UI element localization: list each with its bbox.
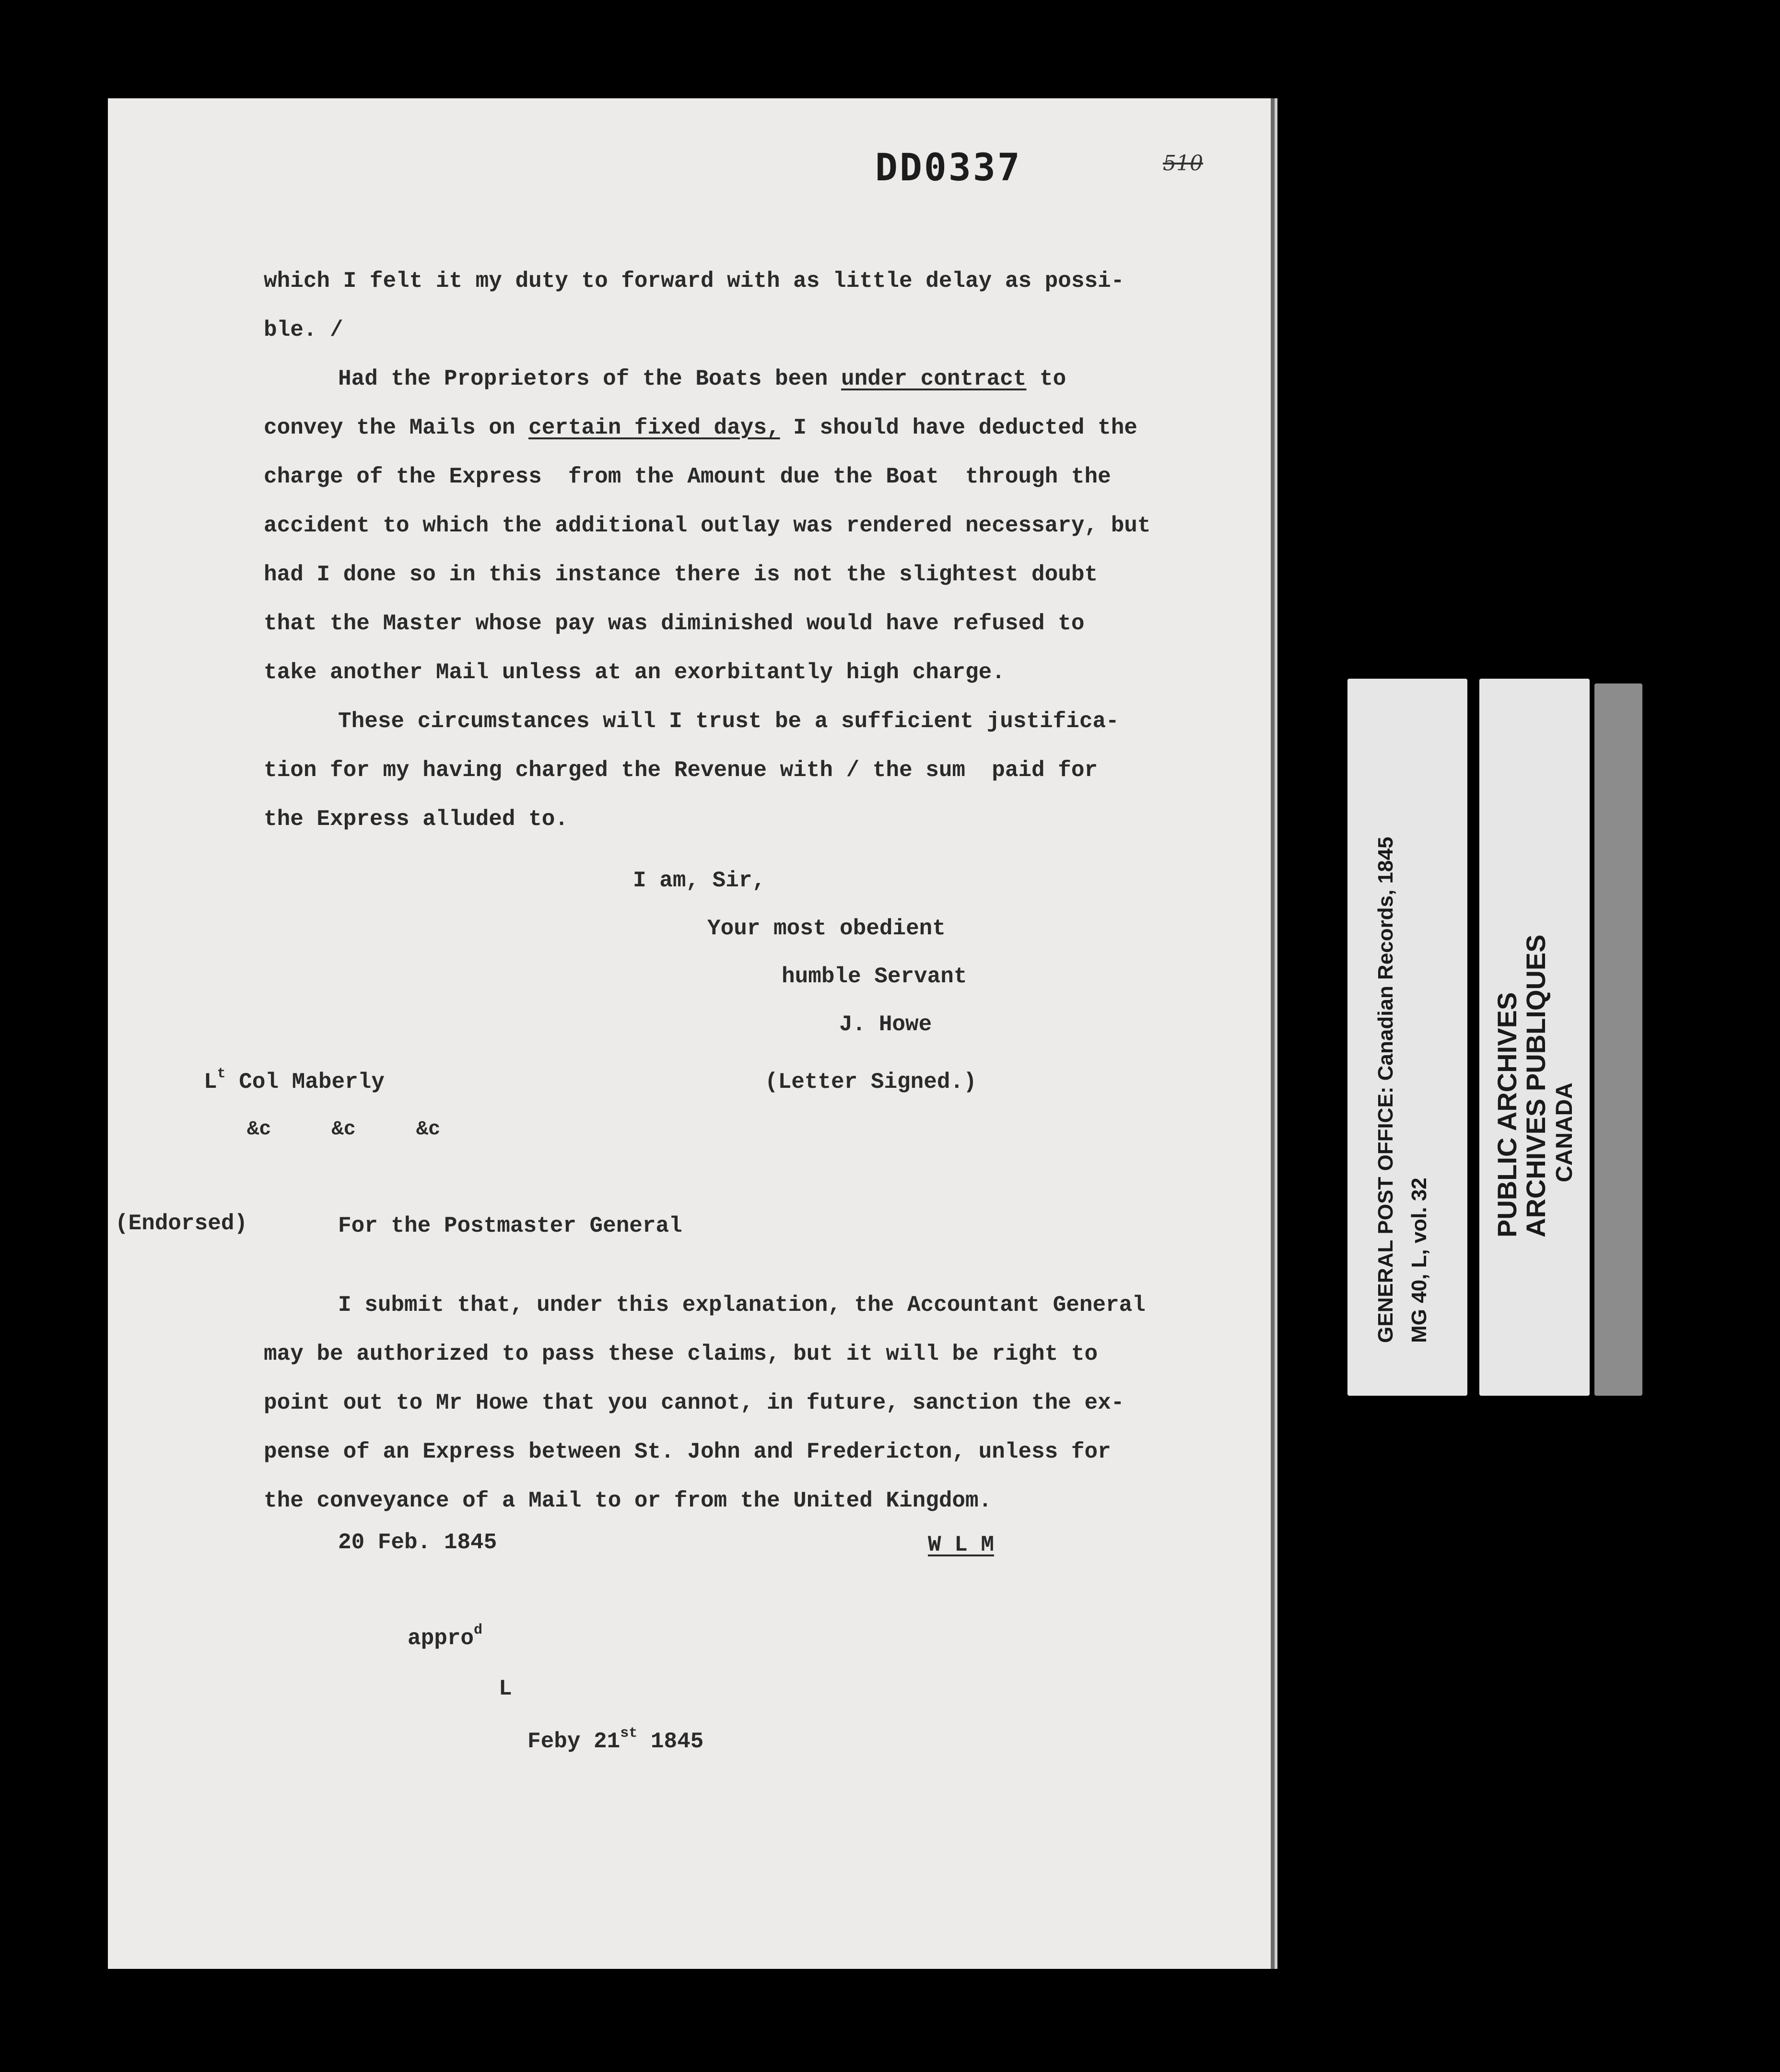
approval-date-year: 1845 xyxy=(637,1729,704,1754)
source-line: MG 40, L, vol. 32 xyxy=(1407,1177,1431,1343)
text-run: to xyxy=(1026,366,1066,391)
document-number: DD0337 xyxy=(875,146,1022,189)
approval-date-sup: st xyxy=(620,1725,638,1742)
approval-word xyxy=(408,1622,483,1651)
endorsement-initials: W L M xyxy=(928,1532,995,1557)
text-run: I should have deducted the xyxy=(780,415,1137,440)
approval-date xyxy=(527,1725,704,1754)
margin-note: 510 xyxy=(1163,151,1203,176)
endorsed-label: (Endorsed) xyxy=(115,1211,248,1236)
source-label xyxy=(1347,679,1467,1396)
source-line: GENERAL POST OFFICE: Canadian Records, 1845 xyxy=(1374,836,1397,1343)
approval-date-text: Feby 21 xyxy=(527,1729,621,1754)
text-run: Had the Proprietors of the Boats been xyxy=(338,366,841,391)
letter-line: tion for my having charged the Revenue with / the sum paid for xyxy=(264,758,1098,783)
archive-line: CANADA xyxy=(1552,1083,1577,1182)
text-run: convey the Mails on xyxy=(264,415,529,440)
letter-line: accident to which the additional outlay was rendered necessary, but xyxy=(264,513,1151,538)
endorsed-to: For the Postmaster General xyxy=(338,1213,682,1238)
letter-line: had I done so in this instance there is not the slightest doubt xyxy=(264,562,1098,587)
document-page xyxy=(108,98,1271,1969)
letter-line: the Express alluded to. xyxy=(264,807,568,832)
closing-line: Your most obedient xyxy=(707,916,946,941)
endorsement-line: point out to Mr Howe that you cannot, in future, sanction the ex- xyxy=(264,1390,1124,1415)
letter-line: take another Mail unless at an exorbitantly high charge. xyxy=(264,660,1005,685)
underlined-text: certain fixed days, xyxy=(528,415,780,440)
addressee-prefix: L xyxy=(204,1070,217,1095)
letter-line xyxy=(264,403,1223,452)
closing-line: humble Servant xyxy=(782,964,967,989)
underlined-text: under contract xyxy=(841,366,1027,391)
archives-label xyxy=(1479,679,1590,1396)
letter-line xyxy=(264,354,1223,403)
endorsement-line: pense of an Express between St. John and Fredericton, unless for xyxy=(264,1439,1111,1464)
approval-initial: L xyxy=(499,1676,512,1701)
approval-sup: d xyxy=(474,1622,483,1638)
endorsement-line: the conveyance of a Mail to or from the United Kingdom. xyxy=(264,1488,992,1513)
addressee-name: Col Maberly xyxy=(225,1070,385,1095)
letter-line: These circumstances will I trust be a sufficient justifica- xyxy=(338,709,1119,734)
closing-salutation: I am, Sir, xyxy=(633,868,766,893)
letter-body xyxy=(264,257,1223,844)
archive-line: ARCHIVES PUBLIQUES xyxy=(1521,934,1551,1237)
endorsement-line: may be authorized to pass these claims, but it will be right to xyxy=(264,1342,1098,1366)
addressee xyxy=(204,1066,385,1095)
letter-signed-note: (Letter Signed.) xyxy=(765,1070,977,1095)
addressee-sup: t xyxy=(217,1066,226,1082)
signature: J. Howe xyxy=(839,1012,932,1037)
endorsement-line: I submit that, under this explanation, the Accountant General xyxy=(338,1293,1146,1318)
archive-line: PUBLIC ARCHIVES xyxy=(1492,992,1522,1237)
approval-text: appro xyxy=(408,1626,474,1651)
letter-line: which I felt it my duty to forward with as little delay as possi- xyxy=(264,269,1124,294)
letter-line: ble. / xyxy=(264,318,343,342)
etc-line: &c &c &c xyxy=(247,1118,441,1141)
endorsement-date: 20 Feb. 1845 xyxy=(338,1530,497,1555)
letter-line: that the Master whose pay was diminished would have refused to xyxy=(264,611,1085,636)
label-edge xyxy=(1594,683,1642,1396)
letter-line: charge of the Express from the Amount due the Boat through the xyxy=(264,464,1111,489)
